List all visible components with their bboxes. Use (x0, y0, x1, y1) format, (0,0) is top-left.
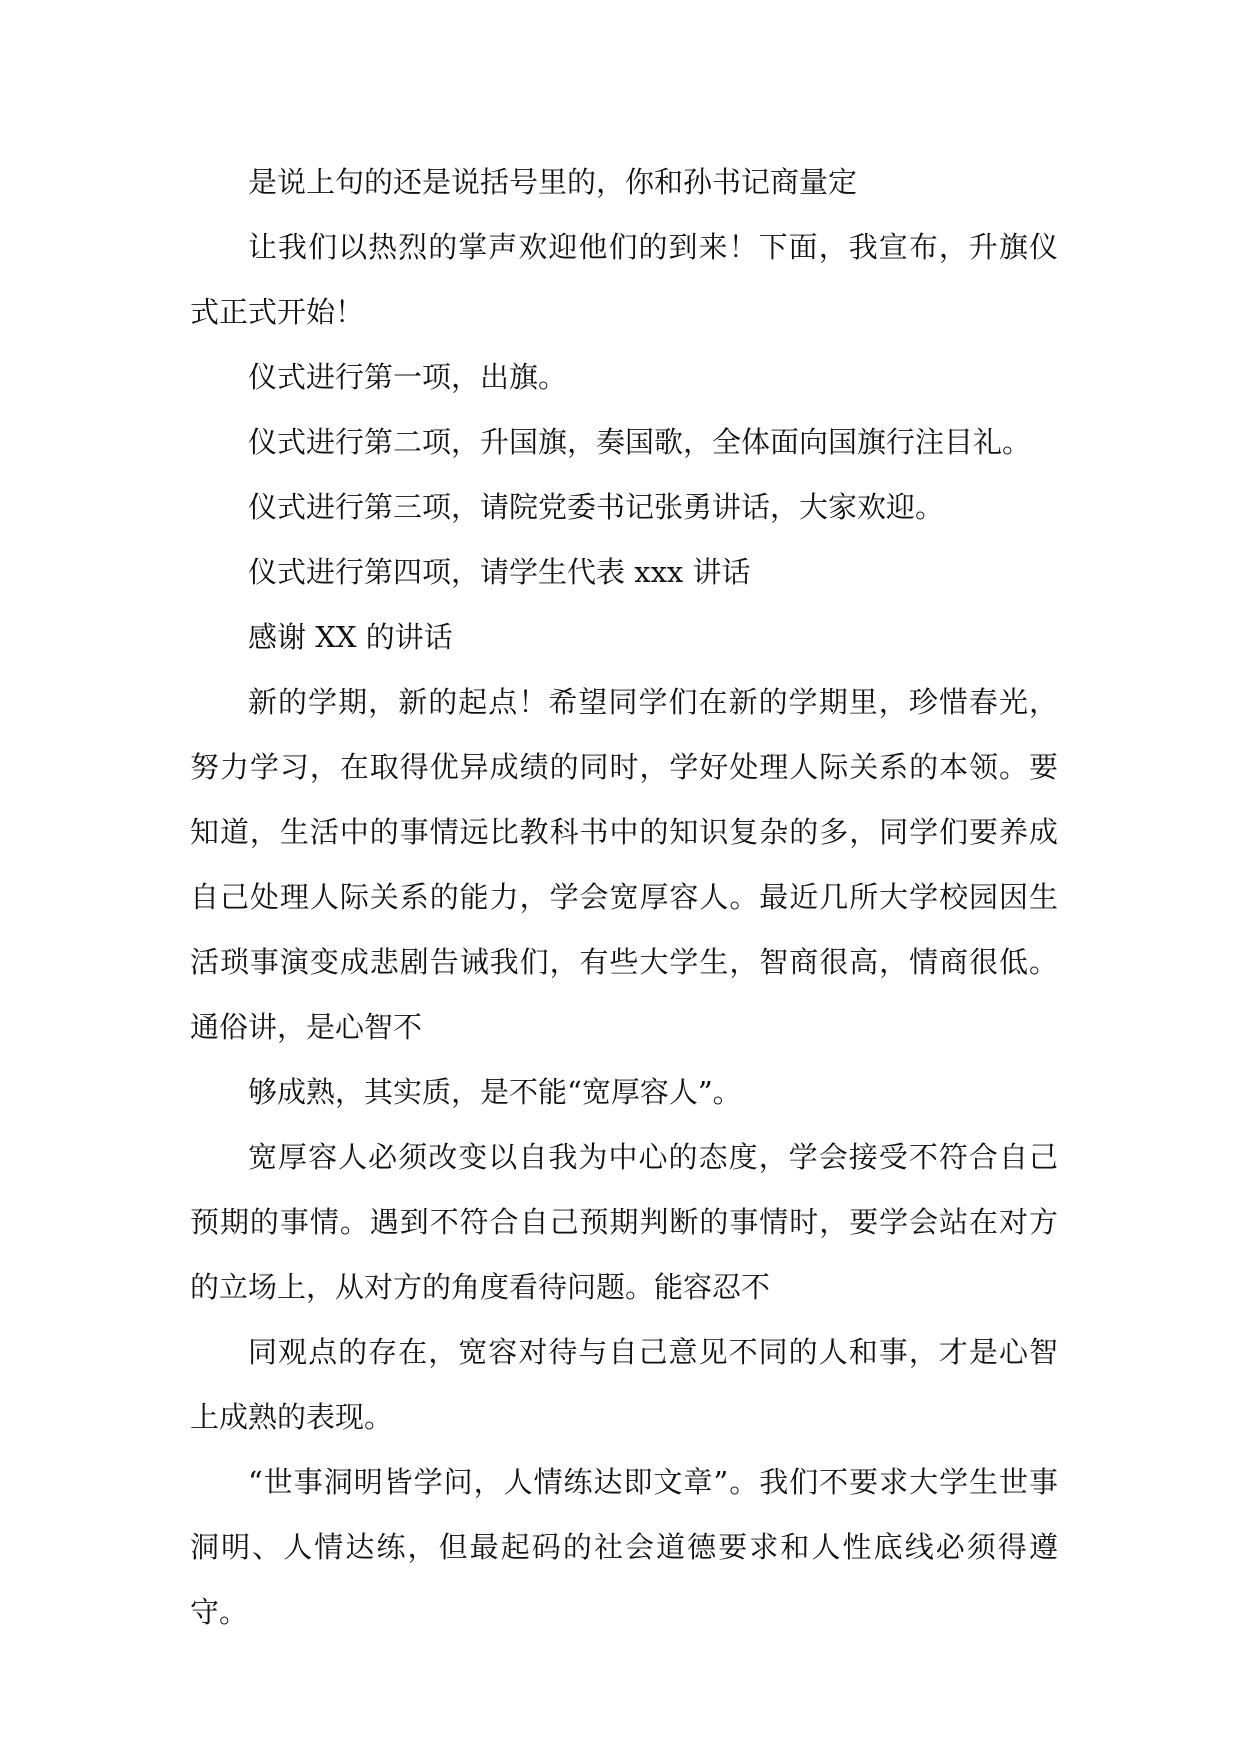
paragraph-8: 新的学期，新的起点！希望同学们在新的学期里，珍惜春光，努力学习，在取得优异成绩的同时，学好处理人际关系的本领。要知道，生活中的事情远比教科书中的知识复杂的多，同学们要养成自己处理人际关系的能力，学会宽厚容人。最近几所大学校园因生活琐事演变成悲剧告诫我们，有些大学生，智商很高，情商很低。通俗讲，是心智不 (190, 685, 1058, 1044)
paragraph-7: 感谢 XX 的讲话 (248, 620, 453, 654)
paragraph-3: 仪式进行第一项，出旗。 (248, 360, 568, 394)
paragraph-4: 仪式进行第二项，升国旗，奏国歌，全体面向国旗行注目礼。 (248, 425, 1032, 459)
paragraph-11: 同观点的存在，宽容对待与自己意见不同的人和事，才是心智上成熟的表现。 (190, 1335, 1058, 1434)
paragraph-6: 仪式进行第四项，请学生代表 xxx 讲话 (248, 555, 751, 589)
document-body (190, 150, 1058, 1645)
paragraph-9: 够成熟，其实质，是不能“宽厚容人”。 (248, 1075, 742, 1109)
paragraph-10: 宽厚容人必须改变以自我为中心的态度，学会接受不符合自己预期的事情。遇到不符合自己预期判断的事情时，要学会站在对方的立场上，从对方的角度看待问题。能容忍不 (190, 1140, 1058, 1304)
paragraph-5: 仪式进行第三项，请院党委书记张勇讲话，大家欢迎。 (248, 490, 945, 524)
paragraph-12: “世事洞明皆学问，人情练达即文章”。我们不要求大学生世事洞明、人情达练，但最起码的社会道德要求和人性底线必须得遵守。 (190, 1465, 1058, 1629)
paragraph-2: 让我们以热烈的掌声欢迎他们的到来！下面，我宣布，升旗仪式正式开始！ (190, 230, 1058, 329)
paragraph-1: 是说上句的还是说括号里的，你和孙书记商量定 (248, 165, 858, 199)
